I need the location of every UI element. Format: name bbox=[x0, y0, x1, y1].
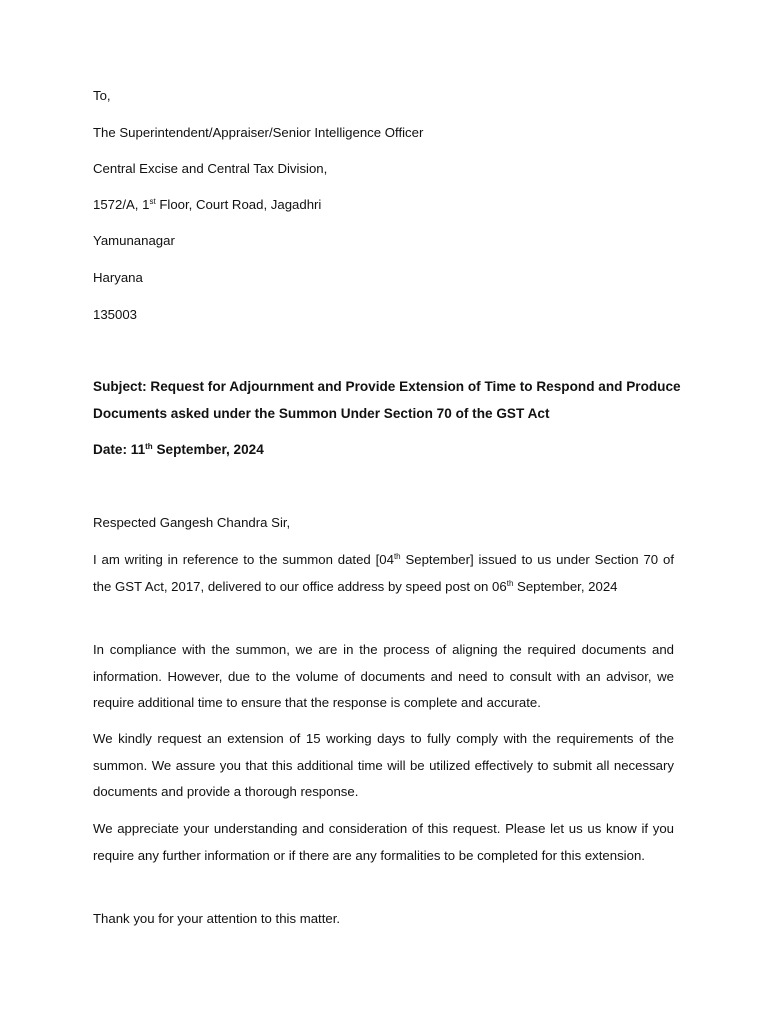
address-street-pre: 1572/A, 1 bbox=[93, 197, 150, 212]
para1-a: I am writing in reference to the summon dated [04 bbox=[93, 552, 394, 567]
address-street-post: Floor, Court Road, Jagadhri bbox=[155, 197, 322, 212]
para1-b: September] issued to us under Section 70 of the GST Act, 2017, delivered to our office address by speed post on 06 bbox=[93, 552, 674, 594]
address-division: Central Excise and Central Tax Division, bbox=[93, 161, 328, 176]
address-designation: The Superintendent/Appraiser/Senior Intelligence Officer bbox=[93, 125, 424, 140]
date-sup: th bbox=[145, 442, 153, 451]
letter-date bbox=[93, 442, 264, 458]
address-street bbox=[93, 197, 321, 213]
para1-c: September, 2024 bbox=[513, 578, 618, 594]
address-state: Haryana bbox=[93, 270, 143, 285]
address-city: Yamunanagar bbox=[93, 233, 175, 248]
paragraph-compliance: In compliance with the summon, we are in the process of aligning the required documents and information. However, due to the volume of documents and need to consult with an advisor, we require additional time to ensure that the response is complete and accurate. bbox=[93, 642, 674, 711]
date-post: September, 2024 bbox=[152, 442, 264, 457]
paragraph-request: We kindly request an extension of 15 working days to fully comply with the requirements of the summon. We assure you that this additional time will be utilized effectively to submit all necessary documents and provide a thorough response. bbox=[93, 731, 674, 800]
para1-sup2: th bbox=[506, 578, 514, 588]
subject-line-2: Documents asked under the Summon Under Section 70 of the GST Act bbox=[93, 406, 550, 421]
paragraph-appreciation: We appreciate your understanding and consideration of this request. Please let us us know if you require any further information or if there are any formalities to be completed for this extension. bbox=[93, 821, 674, 863]
address-to: To, bbox=[93, 88, 111, 103]
closing-line: Thank you for your attention to this matter. bbox=[93, 911, 341, 926]
para1-sup1: th bbox=[393, 552, 401, 561]
address-street-sup: st bbox=[149, 197, 156, 206]
paragraph-reference bbox=[93, 547, 674, 600]
subject-line-1: Subject: Request for Adjournment and Provide Extension of Time to Respond and Produce bbox=[93, 379, 681, 394]
salutation: Respected Gangesh Chandra Sir, bbox=[93, 515, 291, 530]
date-pre: Date: 11 bbox=[93, 442, 146, 457]
address-pincode: 135003 bbox=[93, 307, 138, 322]
